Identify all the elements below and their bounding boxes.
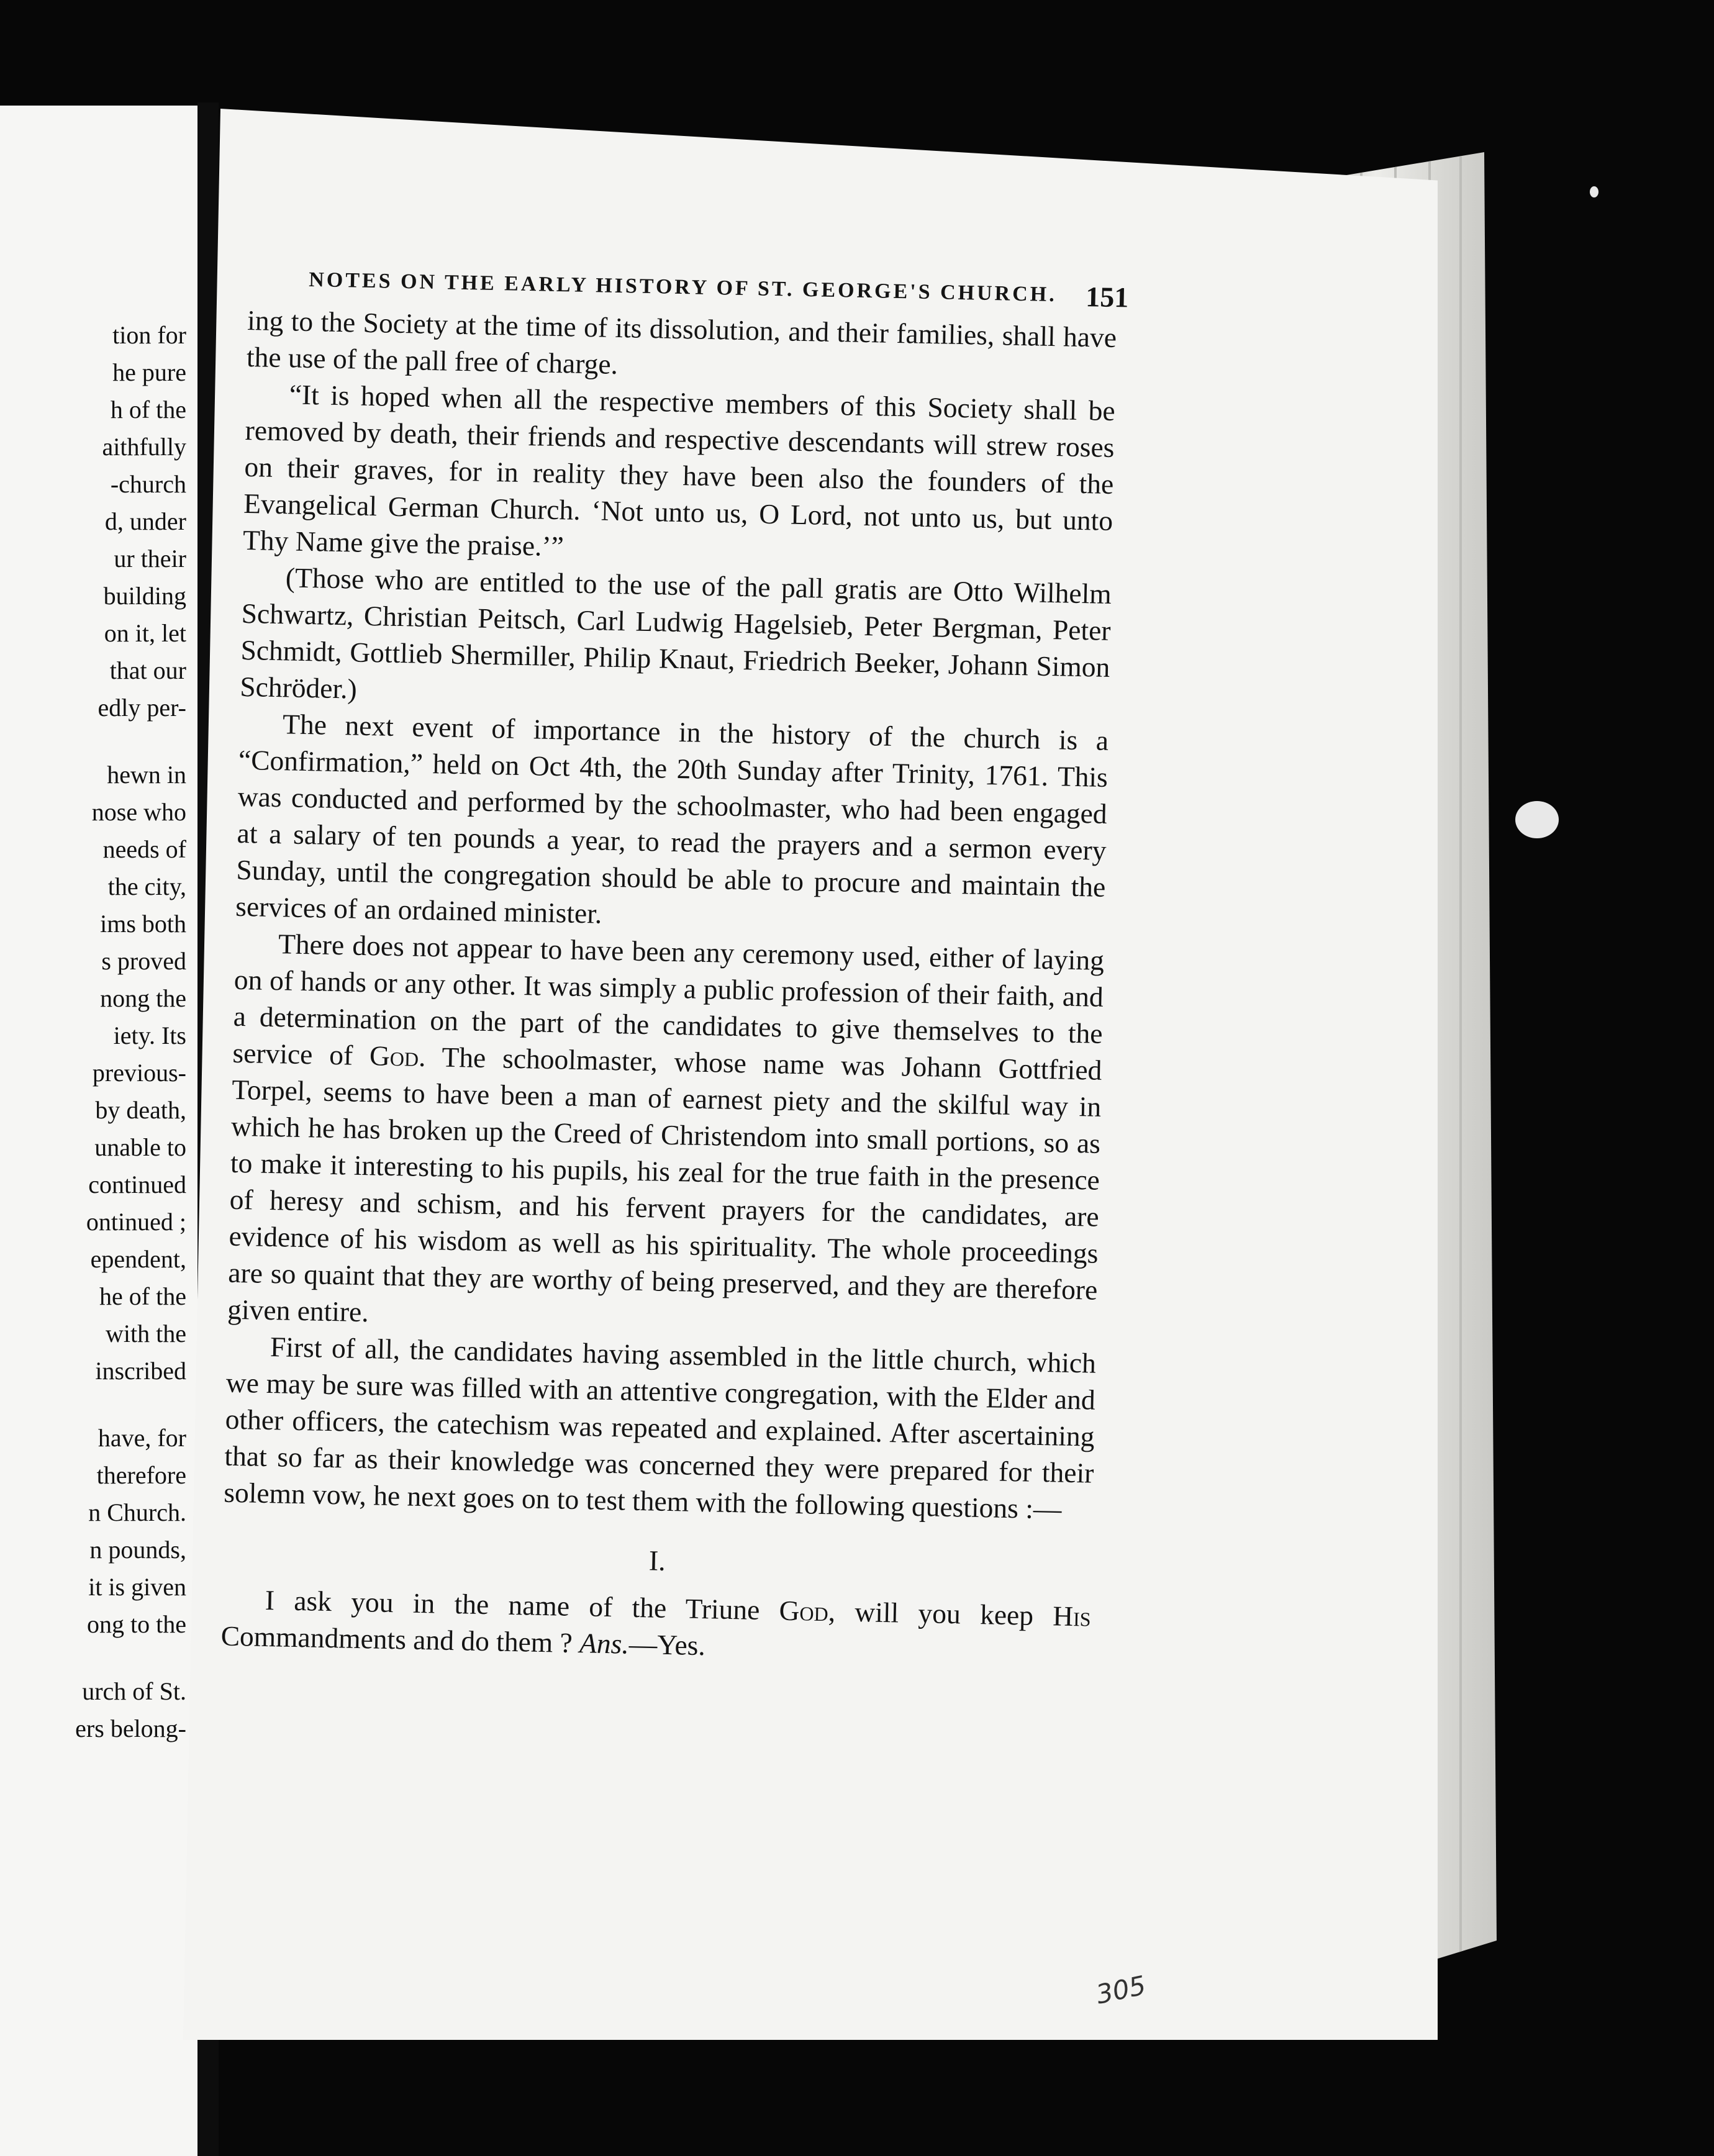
left-page-line: n pounds,: [89, 1536, 186, 1564]
question-1-his: His: [1052, 1600, 1092, 1633]
left-page-line: [0, 1643, 186, 1673]
left-page-line: d, under: [104, 507, 186, 535]
left-page-line: he of the: [99, 1282, 186, 1310]
left-page-line: ers belong-: [75, 1714, 186, 1742]
paragraph-2-quotation: “It is hoped when all the respective members of this Society shall be removed by death, their friends and respective descendants will strew roses on their graves, for in reality they have been also the founders of the Evangelical German Church. ‘Not unto us, O Lord, not unto us, but unto Thy Name give the praise.’”: [242, 378, 1116, 563]
left-page-line: needs of: [102, 835, 186, 863]
left-page-line: previous-: [92, 1059, 186, 1087]
left-page-line: ependent,: [90, 1245, 186, 1273]
left-page-line: [0, 1390, 186, 1420]
left-page-line: ur their: [114, 545, 186, 573]
left-page-line: nong the: [100, 984, 186, 1012]
left-page-line: ims both: [100, 910, 186, 938]
left-page-line: ontinued ;: [86, 1208, 186, 1236]
section-heading-i: I.: [648, 1544, 666, 1577]
left-page-line: iety. Its: [113, 1021, 186, 1049]
left-page-line: have, for: [97, 1424, 186, 1452]
left-page-line: [0, 727, 186, 756]
paragraph-3-pall-list: (Those who are entitled to the use of the pall gratis are Otto Wilhelm Schwartz, Christian Peitsch, Carl Ludwig Hagelsieb, Peter Bergman, Peter Schmidt, Gottlieb Shermiller, Philip Knaut, Friedrich Beeker, Johann Simon Schröder.): [239, 561, 1112, 705]
left-page-line: ong to the: [87, 1610, 186, 1638]
left-page-fragment: [0, 106, 197, 2156]
paragraph-6-procedure: First of all, the candidates having assembled in the little church, which we may be sure was filled with an attentive congregation, with the Elder and other officers, the catechism was repeated and explained. After ascertaining that so far as their knowledge was concerned they were prepared for their solemn vow, he next goes on to test them with the following questions :—: [223, 1331, 1097, 1525]
left-page-line: the city,: [107, 872, 186, 900]
left-page-text: [0, 317, 186, 1747]
left-page-line: urch of St.: [82, 1677, 186, 1705]
question-1-part-a: I ask you in the name of the Triune: [265, 1583, 760, 1626]
paragraph-5-part-a: There does not appear to have been any ceremony used, either of laying on of hands or any other. It was simply a public profession of their faith, and a determination on the part of the candidates to give themselves to the service of: [232, 928, 1105, 1071]
left-page-line: that our: [109, 656, 186, 684]
answer-label: Ans.: [579, 1627, 630, 1660]
paragraph-5-part-b: . The schoolmaster, whose name was Johann Gottfried Torpel, seems to have been a man of earnest piety and the skilful way in which he has broken up the Creed of Christendom into small portions, so as to make it interesting to his pupils, his zeal for the true faith in the presence of heresy and schism, and his fervent prayers for the candidates, are evidence of his wisdom as well as his spirituality. The whole proceedings are so quaint that they are worthy of being preserved, and they are therefore given entire.: [227, 1040, 1102, 1328]
left-page-line: tion for: [112, 321, 186, 349]
left-page-line: -church: [110, 470, 186, 498]
left-page-line: he pure: [112, 358, 186, 386]
left-page-line: it is given: [88, 1573, 186, 1601]
left-page-line: on it, let: [104, 619, 186, 647]
answer-text: —Yes.: [628, 1628, 706, 1662]
left-page-line: inscribed: [95, 1357, 186, 1385]
page-text-block: [220, 267, 1129, 1672]
question-1-part-c: Commandments and do them ?: [220, 1619, 573, 1659]
left-page-line: unable to: [94, 1133, 186, 1161]
left-page-line: by death,: [95, 1096, 186, 1124]
scan-dust-speck: [1590, 186, 1598, 197]
question-1-part-b: , will you keep: [828, 1595, 1034, 1631]
left-page-line: hewn in: [107, 761, 186, 789]
scan-dust-speck: [1515, 801, 1559, 838]
running-head-title: NOTES ON THE EARLY HISTORY OF ST. GEORGE'S CHURCH.: [308, 268, 1058, 307]
left-page-line: nose who: [91, 798, 186, 826]
paragraph-4-confirmation: The next event of importance in the history of the church is a “Confirmation,” held on Oct 4th, the 20th Sunday after Trinity, 1761. This was conducted and performed by the schoolmaster, who had been engaged at a salary of ten pounds a year, to read the prayers and a sermon every Sunday, until the congregation should be able to procure and maintain the services of an ordained minister.: [235, 708, 1109, 930]
left-page-line: s proved: [101, 947, 186, 975]
page-number: 151: [1085, 281, 1129, 314]
left-page-line: h of the: [110, 396, 186, 424]
left-page-line: with the: [106, 1320, 186, 1348]
left-page-line: therefore: [96, 1461, 186, 1489]
left-page-line: continued: [88, 1171, 186, 1198]
left-page-line: n Church.: [88, 1498, 186, 1526]
handwritten-page-note: 305: [1093, 1970, 1149, 2010]
left-page-line: edly per-: [97, 694, 186, 722]
question-1-god: God: [779, 1594, 829, 1628]
left-page-line: aithfully: [102, 433, 186, 461]
paragraph-1: ing to the Society at the time of its dissolution, and their families, shall have the use of the pall free of charge.: [246, 304, 1117, 380]
paragraph-5-ceremony: [227, 925, 1105, 1345]
god-small-caps: God: [369, 1040, 419, 1072]
left-page-line: building: [103, 582, 186, 610]
